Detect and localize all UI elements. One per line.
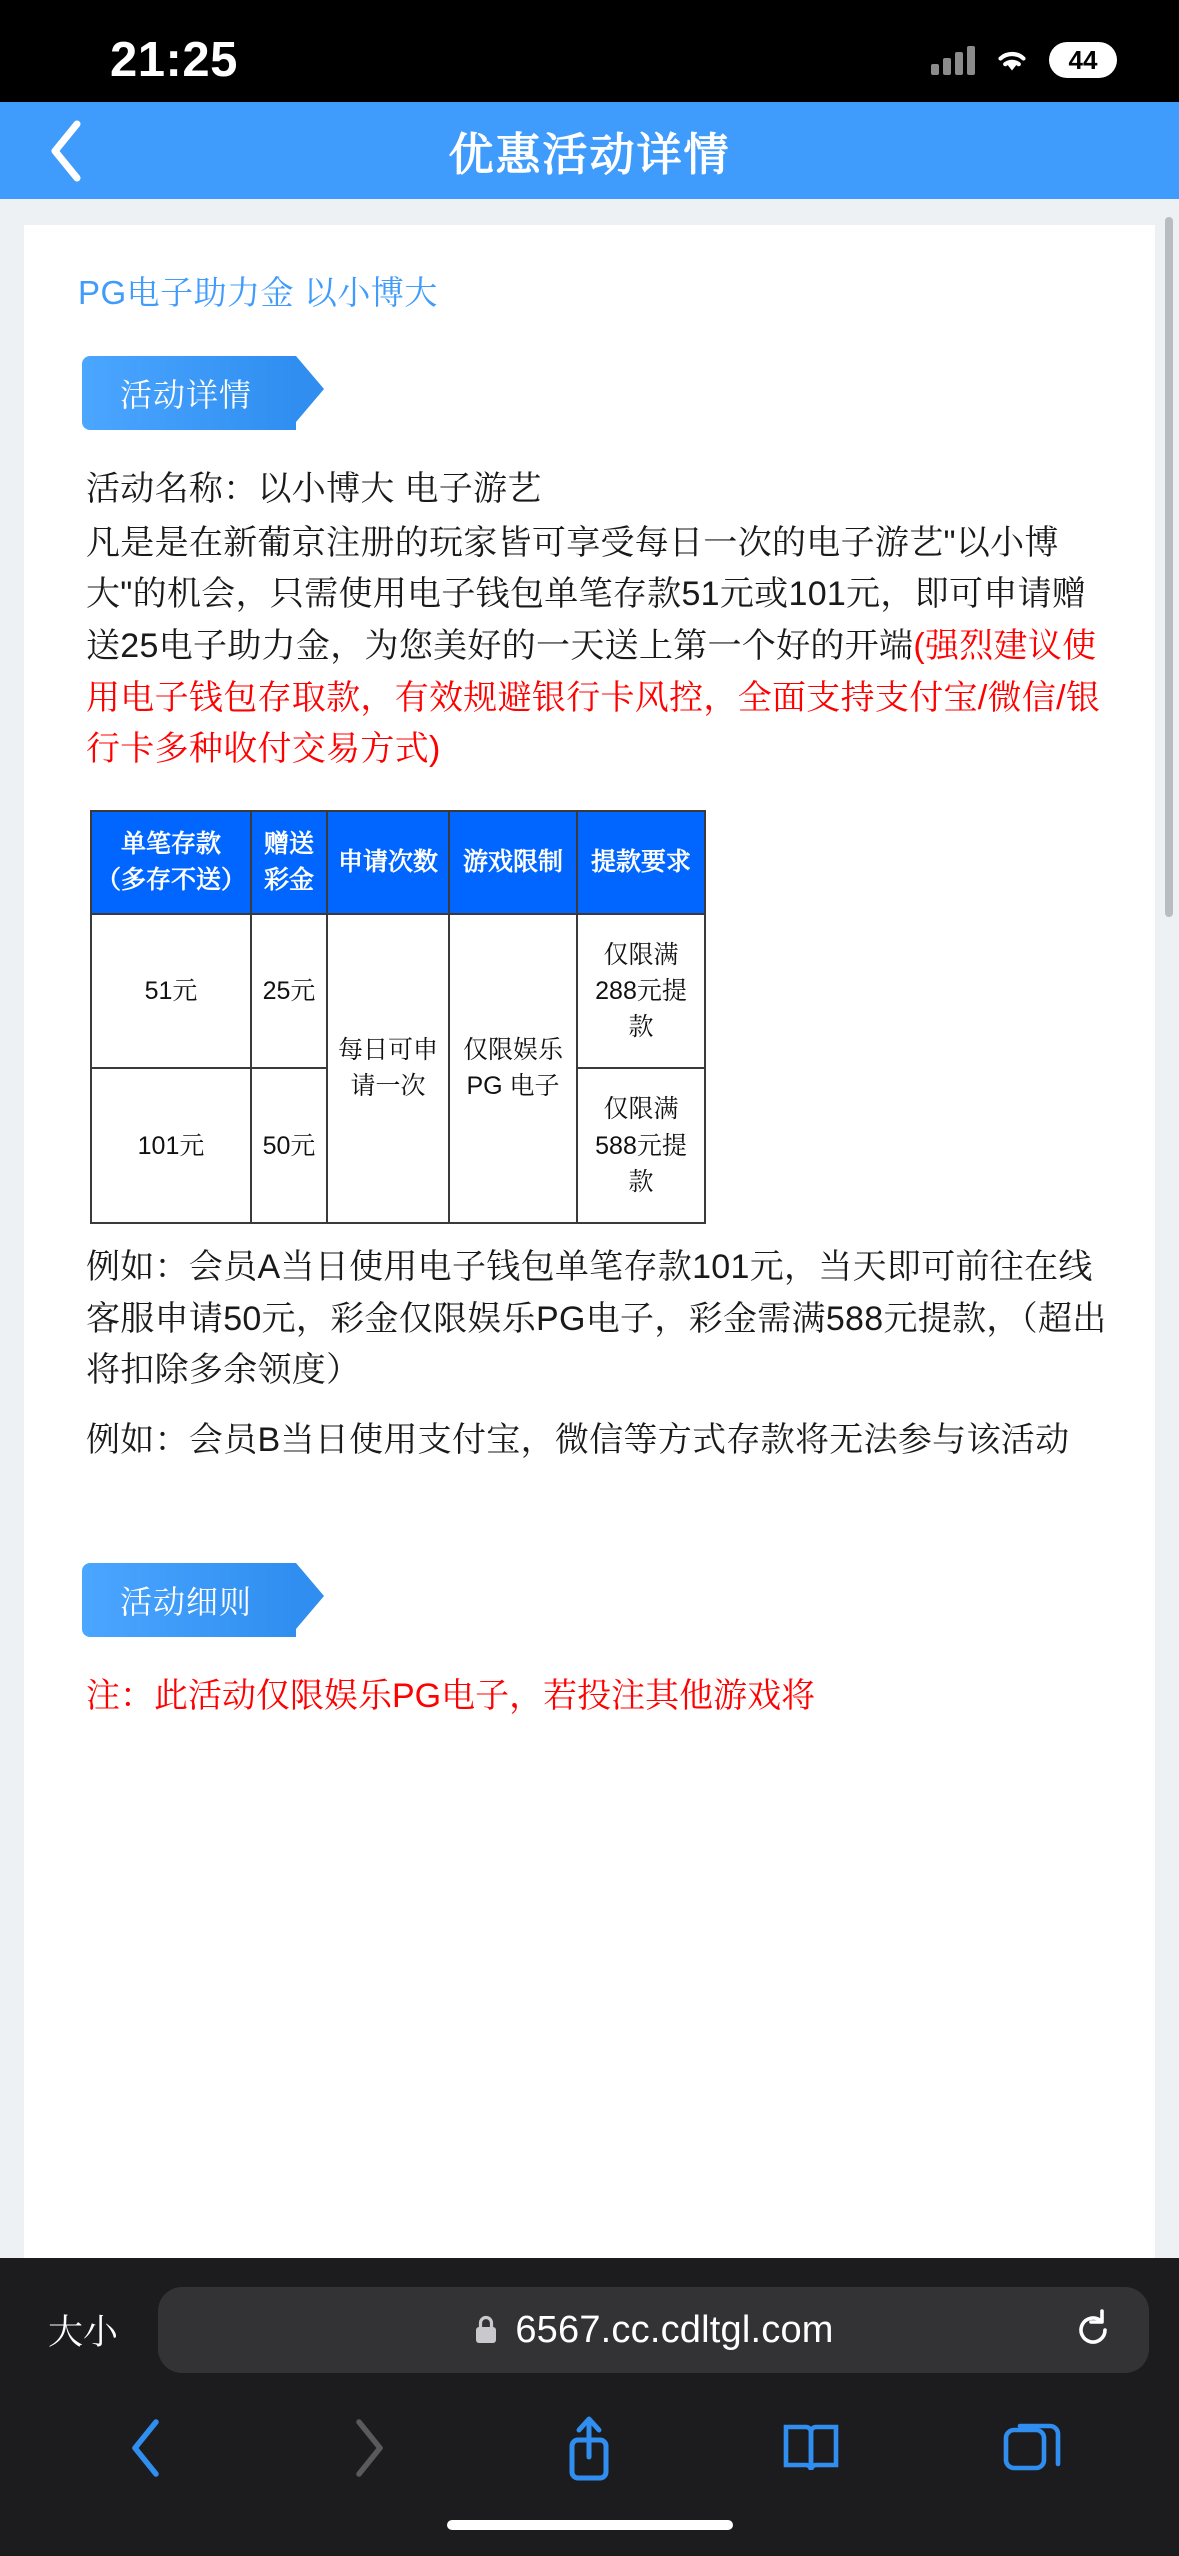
th-game-limit: 游戏限制	[449, 811, 577, 914]
promo-table	[90, 810, 706, 1224]
url-row	[0, 2276, 1179, 2384]
promo-link[interactable]: PG电子助力金 以小博大	[78, 274, 438, 311]
promo-name-line: 活动名称：以小博大 电子游艺	[86, 470, 542, 508]
status-indicators	[931, 42, 1117, 78]
app-header	[0, 102, 1179, 199]
rules-note: 注：此活动仅限娱乐PG电子，若投注其他游戏将	[86, 1676, 816, 1715]
cell-withdraw-1: 仅限满288元提款	[577, 914, 705, 1069]
cell-bonus-2: 50元	[251, 1068, 327, 1223]
example-1: 例如：会员A当日使用电子钱包单笔存款101元，当天即可前往在线客服申请50元，彩金仅限娱乐PG电子，彩金需满588元提款，（超出将扣除多余领度）	[86, 1248, 1107, 1390]
example-2: 例如：会员B当日使用支付宝，微信等方式存款将无法参与该活动	[86, 1421, 1070, 1460]
share-icon[interactable]	[549, 2408, 629, 2488]
status-bar	[0, 0, 1179, 102]
cell-deposit-2: 101元	[91, 1068, 251, 1223]
cellular-signal-icon	[931, 45, 975, 75]
home-indicator	[0, 2512, 1179, 2556]
cell-game-limit: 仅限娱乐 PG 电子	[449, 914, 577, 1224]
table-row	[91, 914, 705, 1069]
address-bar[interactable]	[158, 2287, 1149, 2373]
page-size-button[interactable]: 大小	[47, 2313, 118, 2352]
page-content[interactable]	[0, 199, 1179, 2258]
promo-desc-red: (强烈建议使用电子钱包存取款，有效规避银行卡风控，全面支持支付宝/微信/银行卡多种收付交易方式)	[86, 627, 1101, 769]
browser-back-button[interactable]	[107, 2408, 187, 2488]
battery-indicator: 44	[1049, 42, 1117, 78]
browser-chrome	[0, 2258, 1179, 2556]
promo-desc-black: 凡是是在新葡京注册的玩家皆可享受每日一次的电子游艺"以小博大"的机会，只需使用电子钱包单笔存款51元或101元，即可申请赠送25电子助力金，为您美好的一天送上第一个好的开端	[86, 523, 1087, 666]
browser-forward-button	[328, 2408, 408, 2488]
browser-toolbar	[0, 2384, 1179, 2512]
bookmarks-icon[interactable]	[771, 2408, 851, 2488]
url-text: 6567.cc.cdltgl.com	[515, 2308, 834, 2351]
cell-deposit-1: 51元	[91, 914, 251, 1069]
status-time: 21:25	[110, 33, 238, 87]
table-header-row	[91, 811, 705, 914]
cell-bonus-1: 25元	[251, 914, 327, 1069]
page-title: 优惠活动详情	[448, 129, 731, 180]
th-withdraw: 提款要求	[577, 811, 705, 914]
section-header-rules: 活动细则	[82, 1563, 296, 1637]
th-bonus: 赠送彩金	[251, 811, 327, 914]
th-times: 申请次数	[327, 811, 449, 914]
reload-icon[interactable]	[1071, 2308, 1115, 2352]
home-bar	[447, 2520, 733, 2530]
promo-card	[24, 225, 1155, 2258]
promo-description	[86, 464, 1115, 776]
section-2	[64, 1563, 1115, 1722]
tabs-icon[interactable]	[992, 2408, 1072, 2488]
cell-withdraw-2: 仅限满588元提款	[577, 1068, 705, 1223]
lock-icon	[473, 2314, 499, 2346]
wifi-icon	[992, 45, 1032, 75]
section-header-details: 活动详情	[82, 356, 296, 430]
scrollbar[interactable]	[1165, 217, 1173, 917]
cell-times: 每日可申请一次	[327, 914, 449, 1224]
th-deposit: 单笔存款 （多存不送）	[91, 811, 251, 914]
promo-desc-paragraph	[86, 518, 1115, 776]
